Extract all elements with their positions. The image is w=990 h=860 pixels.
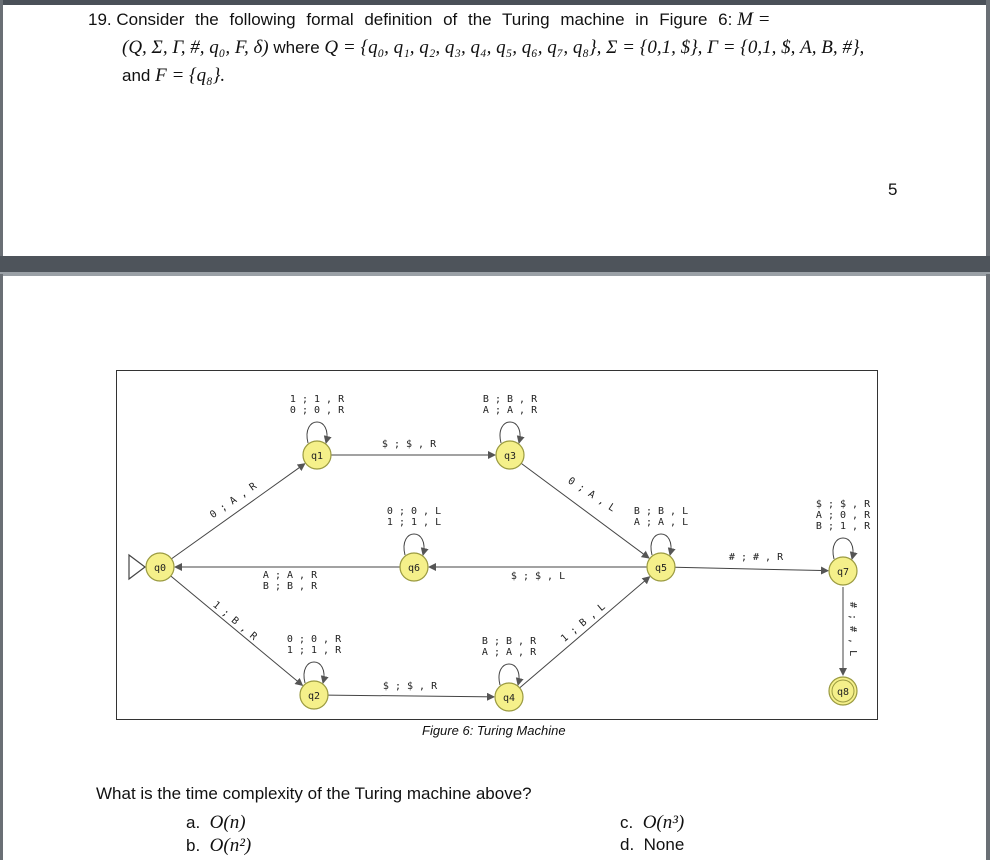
option-c[interactable] xyxy=(620,812,684,834)
loop-label-q4-0: B ; B , R xyxy=(481,636,537,647)
state-label-q5: q5 xyxy=(654,563,668,574)
machine-tuple: (Q, Σ, Γ, #, q₀, F, δ) xyxy=(122,37,269,58)
question-line-3 xyxy=(122,62,942,90)
loop-q4 xyxy=(499,664,519,685)
label-q3-q5: 0 ; A , L xyxy=(565,475,618,515)
loop-label-q7-1: A ; 0 , R xyxy=(815,510,871,521)
option-b-letter: b. xyxy=(186,836,201,855)
option-a[interactable] xyxy=(186,812,246,834)
label-q7-q8: # ; # , L xyxy=(847,601,858,657)
label-q6-q0-0: A ; A , R xyxy=(262,570,318,581)
loop-label-q3-1: A ; A , R xyxy=(482,405,538,416)
turing-machine-figure xyxy=(116,370,878,720)
loop-q1 xyxy=(307,422,327,443)
question-prompt: What is the time complexity of the Turing machine above? xyxy=(96,784,532,803)
state-label-q3: q3 xyxy=(503,451,517,462)
question-number: 19. xyxy=(88,10,112,29)
right-border xyxy=(986,0,990,258)
final-states: F = {q₈}. xyxy=(155,65,226,86)
question-text: Consider the following formal definition of the Turing machine in Figure 6: xyxy=(116,10,733,29)
loop-label-q7-2: B ; 1 , R xyxy=(815,521,871,532)
state-label-q6: q6 xyxy=(407,563,421,574)
state-label-q4: q4 xyxy=(502,693,516,704)
points-value: 5 xyxy=(888,180,898,199)
label-q1-q3: $ ; $ , R xyxy=(381,439,437,450)
option-c-text: O(n³) xyxy=(642,812,685,833)
page-separator-shadow xyxy=(0,272,990,276)
where-word: where xyxy=(273,38,320,57)
left-border xyxy=(0,0,3,258)
loop-label-q3-0: B ; B , R xyxy=(482,394,538,405)
option-b-text: O(n²) xyxy=(209,835,252,856)
option-c-letter: c. xyxy=(620,813,634,832)
right-border-lower xyxy=(986,274,990,860)
option-b[interactable] xyxy=(186,835,251,857)
loop-label-q2-0: 0 ; 0 , R xyxy=(286,634,342,645)
option-a-letter: a. xyxy=(186,813,201,832)
loop-label-q4-1: A ; A , R xyxy=(481,647,537,658)
loop-label-q1-0: 1 ; 1 , R xyxy=(289,394,345,405)
loop-label-q7-0: $ ; $ , R xyxy=(815,499,871,510)
edge-q2-q4 xyxy=(328,695,494,697)
label-q5-q7: # ; # , R xyxy=(728,552,784,563)
option-d-text: None xyxy=(643,835,685,854)
start-arrow xyxy=(129,555,145,579)
state-label-q8: q8 xyxy=(836,687,850,698)
left-border-lower xyxy=(0,274,3,860)
state-label-q0: q0 xyxy=(153,563,167,574)
top-border xyxy=(0,0,990,5)
loop-label-q2-1: 1 ; 1 , R xyxy=(286,645,342,656)
loop-label-q1-1: 0 ; 0 , R xyxy=(289,405,345,416)
loop-q3 xyxy=(500,422,520,443)
option-d[interactable] xyxy=(620,835,684,855)
label-q4-q5: 1 ; B , L xyxy=(559,601,608,645)
loop-label-q6-0: 0 ; 0 , L xyxy=(386,506,442,517)
label-q0-q2: 1 ; B , R xyxy=(210,599,259,643)
state-label-q2: q2 xyxy=(307,691,321,702)
label-q0-q1: 0 ; A , R xyxy=(208,480,259,521)
loop-q6 xyxy=(404,534,424,555)
option-d-letter: d. xyxy=(620,835,635,854)
option-a-text: O(n) xyxy=(209,812,246,833)
state-label-q1: q1 xyxy=(310,451,324,462)
question-line-1 xyxy=(88,6,908,34)
label-q2-q4: $ ; $ , R xyxy=(382,681,438,692)
label-q5-q6: $ ; $ , L xyxy=(510,571,566,582)
loop-q2 xyxy=(304,662,324,683)
loop-q7 xyxy=(833,538,853,559)
state-set-definition: Q = {q₀, q₁, q₂, q₃, q₄, q₅, q₆, q₇, q₈}, Σ = {0,1, $}, Γ = {0,1, $, A, B, #}, xyxy=(324,37,865,58)
edge-q0-q1 xyxy=(171,464,304,559)
question-line-2 xyxy=(122,34,942,62)
loop-label-q6-1: 1 ; 1 , L xyxy=(386,517,442,528)
edge-q0-q2 xyxy=(171,576,303,685)
figure-caption: Figure 6: Turing Machine xyxy=(422,723,566,738)
loop-q5 xyxy=(651,534,671,555)
loop-label-q5-0: B ; B , L xyxy=(633,506,689,517)
and-word: and xyxy=(122,66,151,85)
label-q6-q0-1: B ; B , R xyxy=(262,581,318,592)
edge-q3-q5 xyxy=(521,463,649,558)
edge-q4-q5 xyxy=(520,577,650,688)
state-label-q7: q7 xyxy=(836,567,850,578)
state-diagram xyxy=(117,371,877,719)
edge-q5-q7 xyxy=(675,567,828,570)
machine-symbol: M = xyxy=(737,9,771,30)
loop-label-q5-1: A ; A , L xyxy=(633,517,689,528)
